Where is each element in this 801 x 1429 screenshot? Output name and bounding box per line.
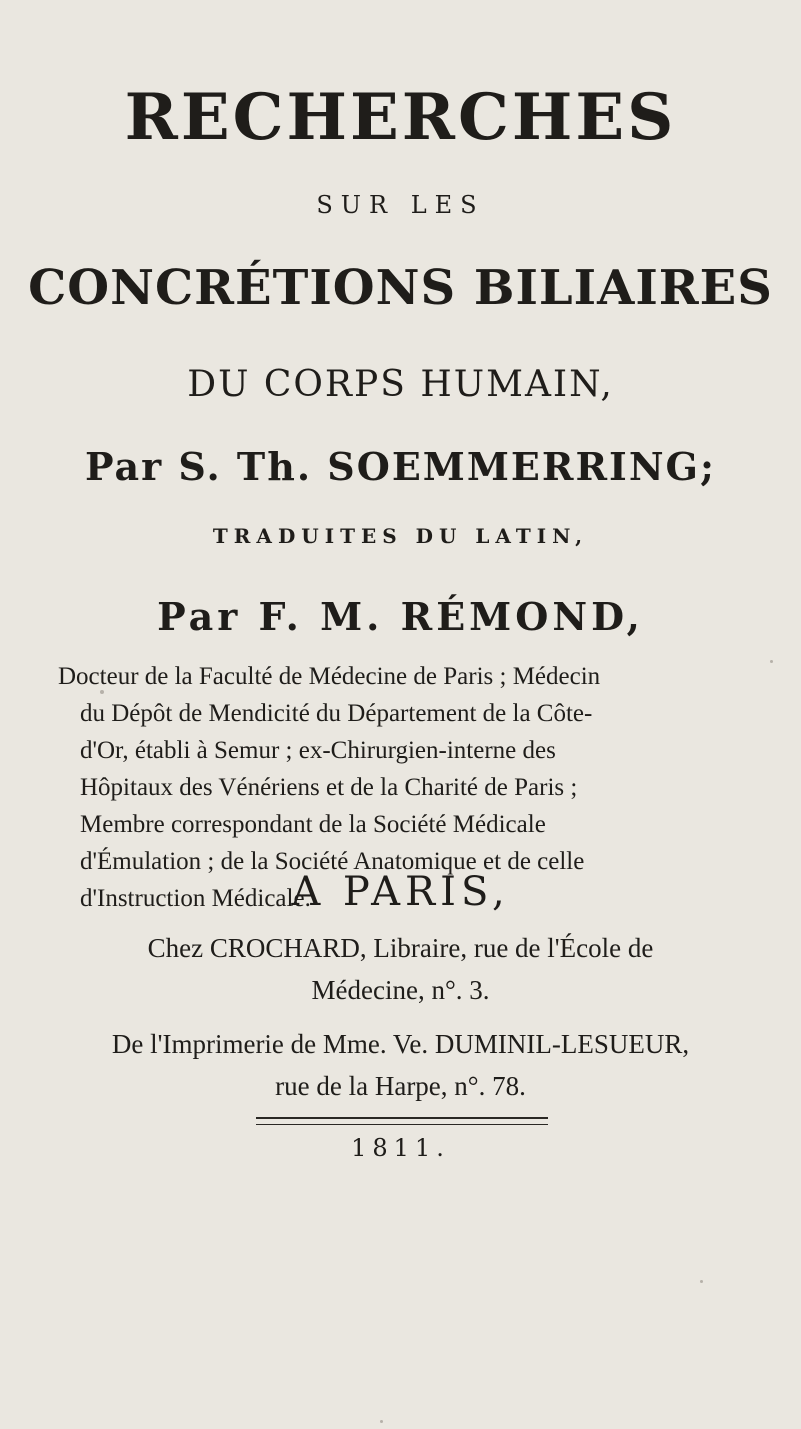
- subtitle-concretions: CONCRÉTIONS BILIAIRES: [28, 260, 773, 316]
- publisher-line: Chez CROCHARD, Libraire, rue de l'École de: [147, 933, 654, 963]
- translation-note: TRADUITES DU LATIN,: [212, 524, 589, 548]
- credential-line: d'Émulation ; de la Société Anatomique et de celle: [80, 848, 585, 875]
- credential-line: Hôpitaux des Vénériens et de la Charité de Paris ;: [80, 774, 578, 801]
- paper-speck: [100, 690, 104, 694]
- credential-line: du Dépôt de Mendicité du Département de la Côte-: [80, 700, 593, 727]
- credential-line: Membre correspondant de la Société Médicale: [80, 811, 546, 838]
- translator-line: Par F. M. RÉMOND,: [157, 594, 644, 639]
- publisher-address: Médecine, n°. 3.: [311, 975, 490, 1005]
- subtitle-sur-les: SUR LES: [316, 191, 485, 219]
- credential-line: Docteur de la Faculté de Médecine de Paris ; Médecin: [58, 663, 601, 690]
- main-title: RECHERCHES: [124, 80, 677, 155]
- subtitle-corps: DU CORPS HUMAIN,: [187, 364, 614, 405]
- printer-line: De l'Imprimerie de Mme. Ve. DUMINIL-LESUEUR,: [111, 1029, 690, 1059]
- publication-year: 1811.: [351, 1134, 450, 1162]
- paper-speck: [700, 1280, 703, 1283]
- paper-speck: [770, 660, 773, 663]
- divider-rule: [256, 1117, 548, 1125]
- place-of-publication: A PARIS,: [291, 869, 510, 915]
- paper-speck: [380, 1420, 383, 1423]
- credential-line: d'Instruction Médicale.: [80, 885, 311, 912]
- credential-line: d'Or, établi à Semur ; ex-Chirurgien-interne des: [80, 737, 556, 764]
- author-line: Par S. Th. SOEMMERRING;: [84, 444, 717, 489]
- printer-address: rue de la Harpe, n°. 78.: [275, 1071, 526, 1101]
